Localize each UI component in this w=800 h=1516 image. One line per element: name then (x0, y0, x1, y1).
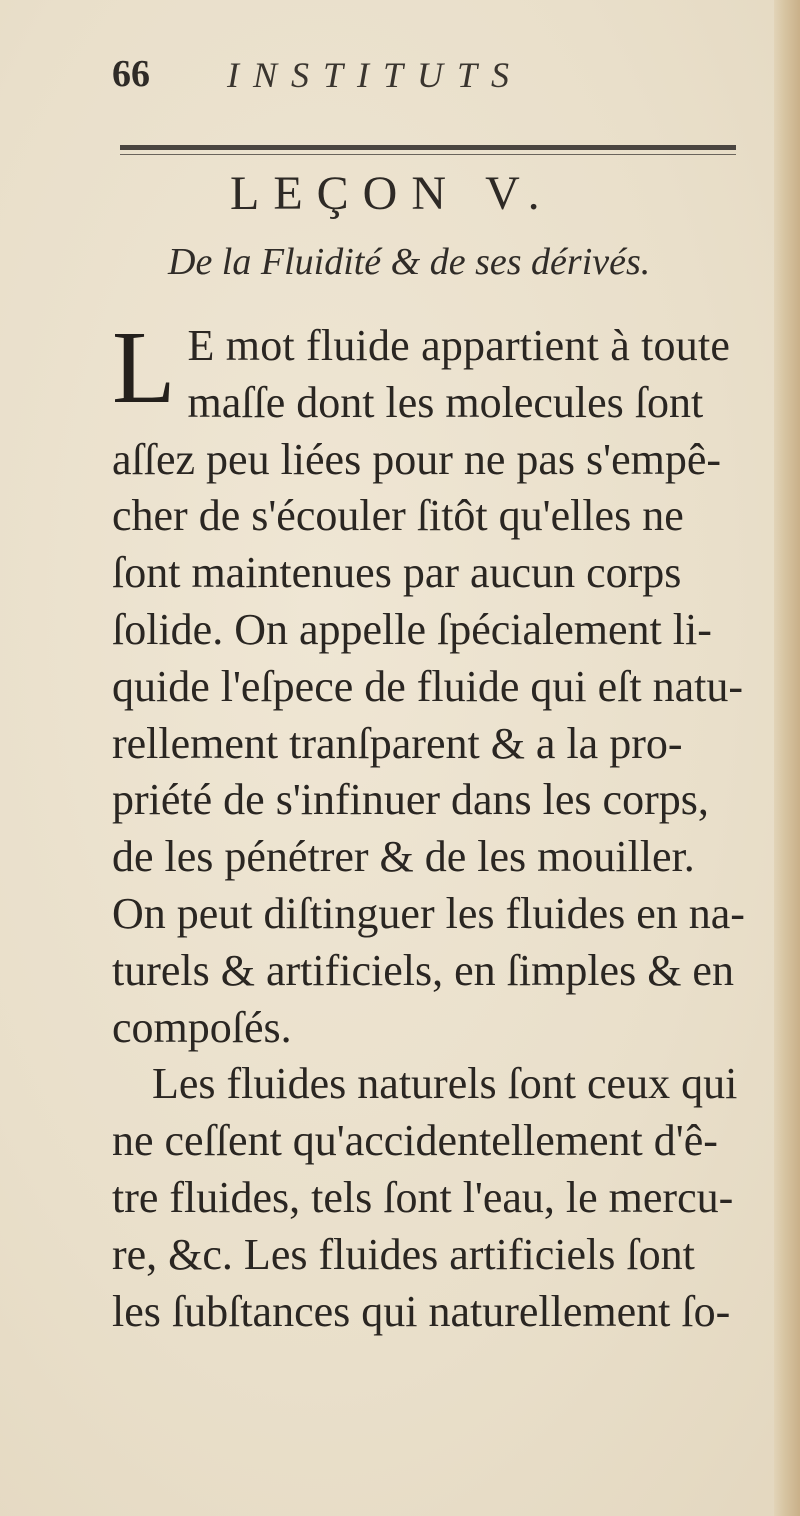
body-text (112, 310, 752, 1340)
running-title: INSTITUTS (227, 55, 524, 95)
page-number: 66 (112, 53, 150, 95)
drop-cap: L (112, 310, 176, 425)
text-line: ſolide. On appelle ſpécialement li- (112, 604, 712, 654)
chapter-heading: LEÇON V. (230, 167, 554, 220)
text-line: rellement tranſparent & a la pro- (112, 718, 683, 768)
text-line: quide l'eſpece de fluide qui eſt natu- (112, 661, 744, 711)
text-line: On peut diſtinguer les fluides en na- (112, 888, 745, 938)
text-line: ne ceſſent qu'accidentellement d'ê- (112, 1116, 718, 1166)
text-line: cher de s'écouler ſitôt qu'elles ne (112, 491, 684, 541)
page-edge (774, 0, 800, 1516)
header-rule-thin (120, 154, 736, 155)
text-line: tre fluides, tels ſont l'eau, le mercu- (112, 1172, 734, 1222)
text-line: de les pénétrer & de les mouiller. (112, 832, 695, 882)
running-head (112, 52, 712, 112)
text-line: turels & artificiels, en ſimples & en (112, 945, 734, 995)
text-line: Les fluides naturels ſont ceux qui (152, 1059, 738, 1109)
text-line: compoſés. (112, 1002, 292, 1052)
text-line: re, &c. Les fluides artificiels ſont (112, 1229, 695, 1279)
header-rule (120, 145, 736, 150)
text-line: les ſubſtances qui naturellement ſo- (112, 1286, 731, 1336)
chapter-subtitle: De la Fluidité & de ses dérivés. (168, 241, 651, 283)
text-line: ſont maintenues par aucun corps (112, 548, 682, 598)
text-line: priété de s'infinuer dans les corps, (112, 775, 709, 825)
text-line: aſſez peu liées pour ne pas s'empê- (112, 434, 722, 484)
text-line: maſſe dont les molecules ſont (187, 377, 704, 427)
text-line: E mot fluide appartient à toute (187, 321, 731, 370)
